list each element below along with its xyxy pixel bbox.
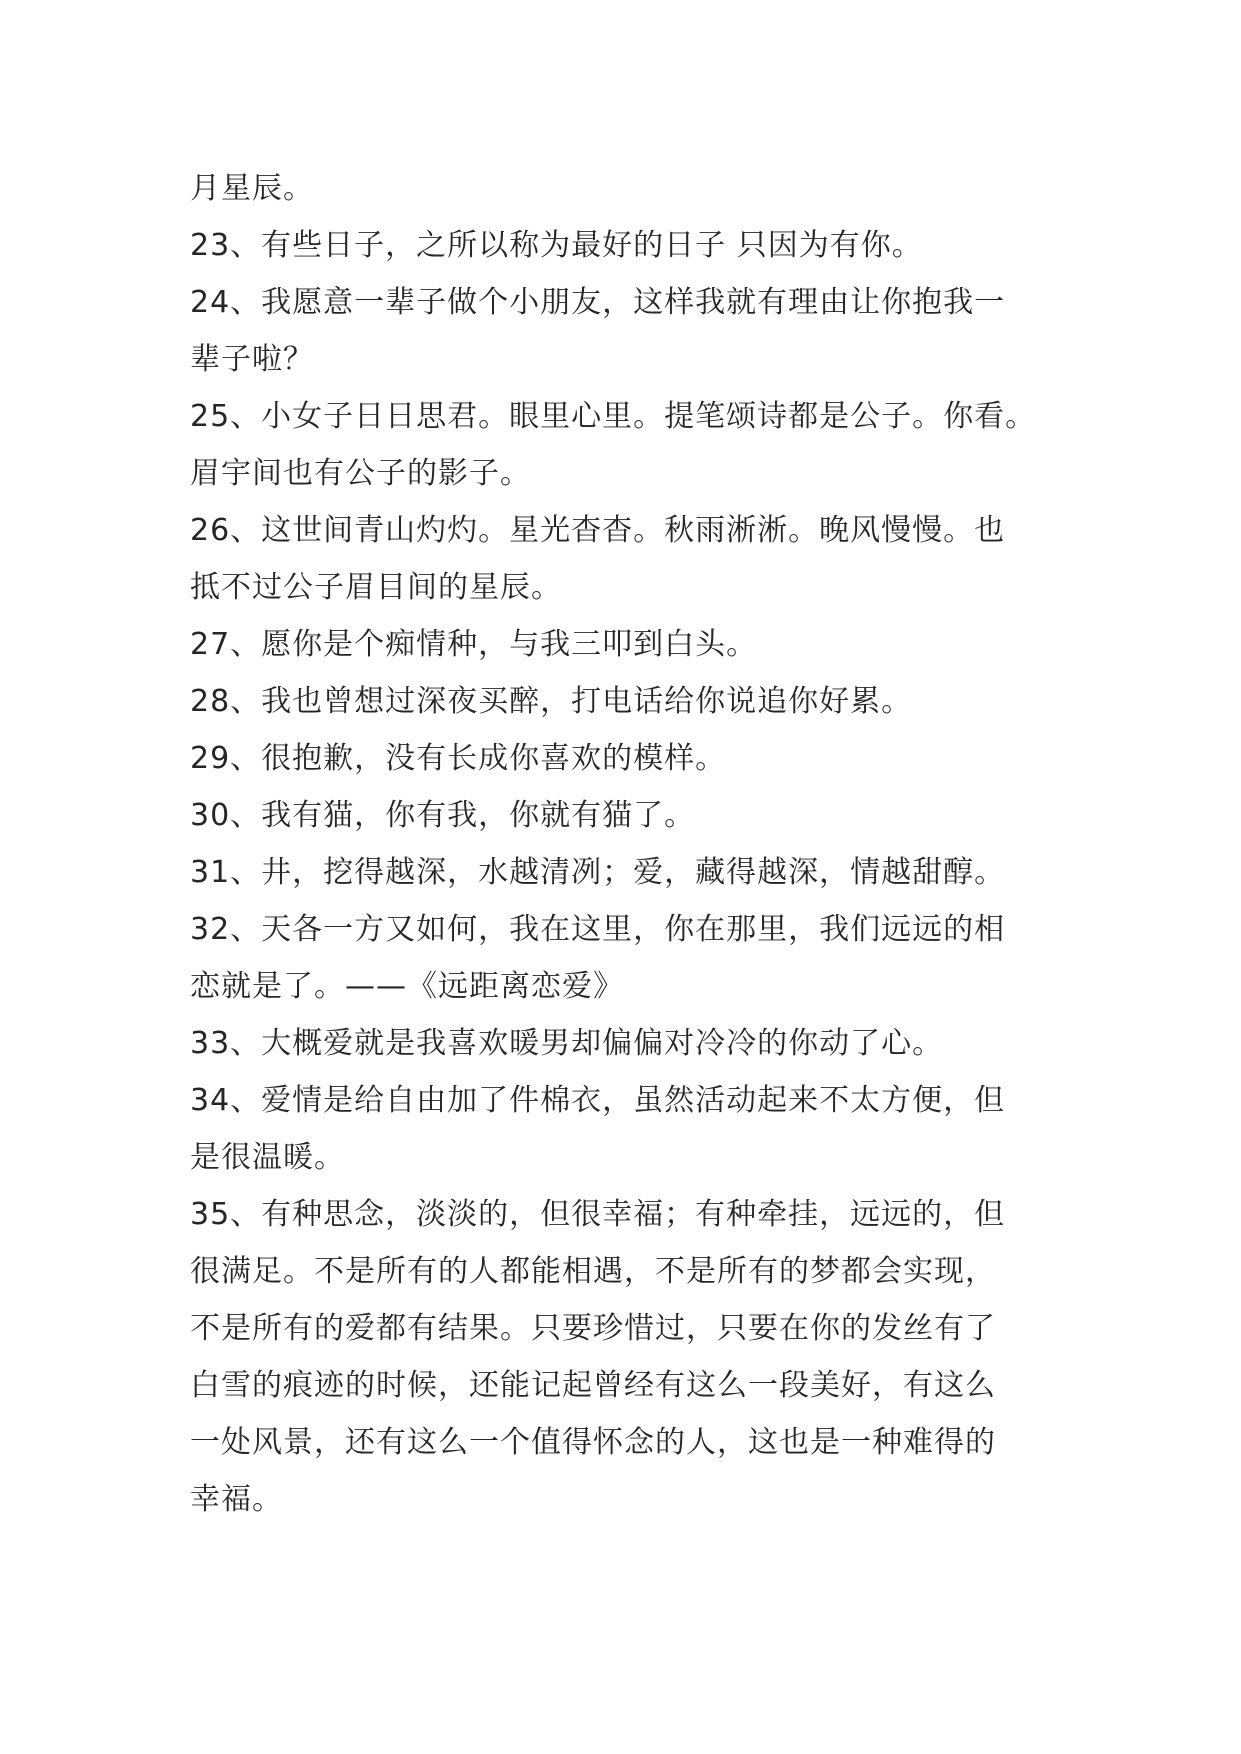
text-line: 恋就是了。——《远距离恋爱》: [190, 969, 624, 1004]
text-line: 月星辰。: [190, 171, 314, 206]
text-line: 白雪的痕迹的时候，还能记起曾经有这么一段美好，有这么: [190, 1368, 996, 1403]
text-line: 35、有种思念，淡淡的，但很幸福；有种牵挂，远远的，但: [190, 1197, 1006, 1232]
text-line: 是很温暖。: [190, 1140, 345, 1175]
text-line: 31、井，挖得越深，水越清冽；爱，藏得越深，情越甜醇。: [190, 855, 1006, 890]
text-line: 33、大概爱就是我喜欢暖男却偏偏对冷冷的你动了心。: [190, 1026, 944, 1061]
text-line: 26、这世间青山灼灼。星光杳杳。秋雨淅淅。晚风慢慢。也: [190, 513, 1006, 548]
text-line: 28、我也曾想过深夜买醉，打电话给你说追你好累。: [190, 684, 913, 719]
text-line: 29、很抱歉，没有长成你喜欢的模样。: [190, 741, 727, 776]
text-line: 24、我愿意一辈子做个小朋友，这样我就有理由让你抱我一: [190, 285, 1006, 320]
text-line: 27、愿你是个痴情种，与我三叩到白头。: [190, 627, 758, 662]
text-line: 很满足。不是所有的人都能相遇，不是所有的梦都会实现，: [190, 1254, 996, 1289]
text-line: 幸福。: [190, 1482, 283, 1517]
text-line: 25、小女子日日思君。眼里心里。提笔颂诗都是公子。你看。: [190, 399, 1037, 434]
text-line: 34、爱情是给自由加了件棉衣，虽然活动起来不太方便，但: [190, 1083, 1006, 1118]
text-line: 30、我有猫，你有我，你就有猫了。: [190, 798, 696, 833]
document-body: [190, 160, 1070, 1528]
text-line: 32、天各一方又如何，我在这里，你在那里，我们远远的相: [190, 912, 1006, 947]
text-line: 一处风景，还有这么一个值得怀念的人，这也是一种难得的: [190, 1425, 996, 1460]
text-line: 抵不过公子眉目间的星辰。: [190, 570, 562, 605]
text-line: 不是所有的爱都有结果。只要珍惜过，只要在你的发丝有了: [190, 1311, 996, 1346]
text-line: 23、有些日子，之所以称为最好的日子 只因为有你。: [190, 228, 923, 263]
text-line: 辈子啦？: [190, 342, 314, 377]
text-line: 眉宇间也有公子的影子。: [190, 456, 531, 491]
